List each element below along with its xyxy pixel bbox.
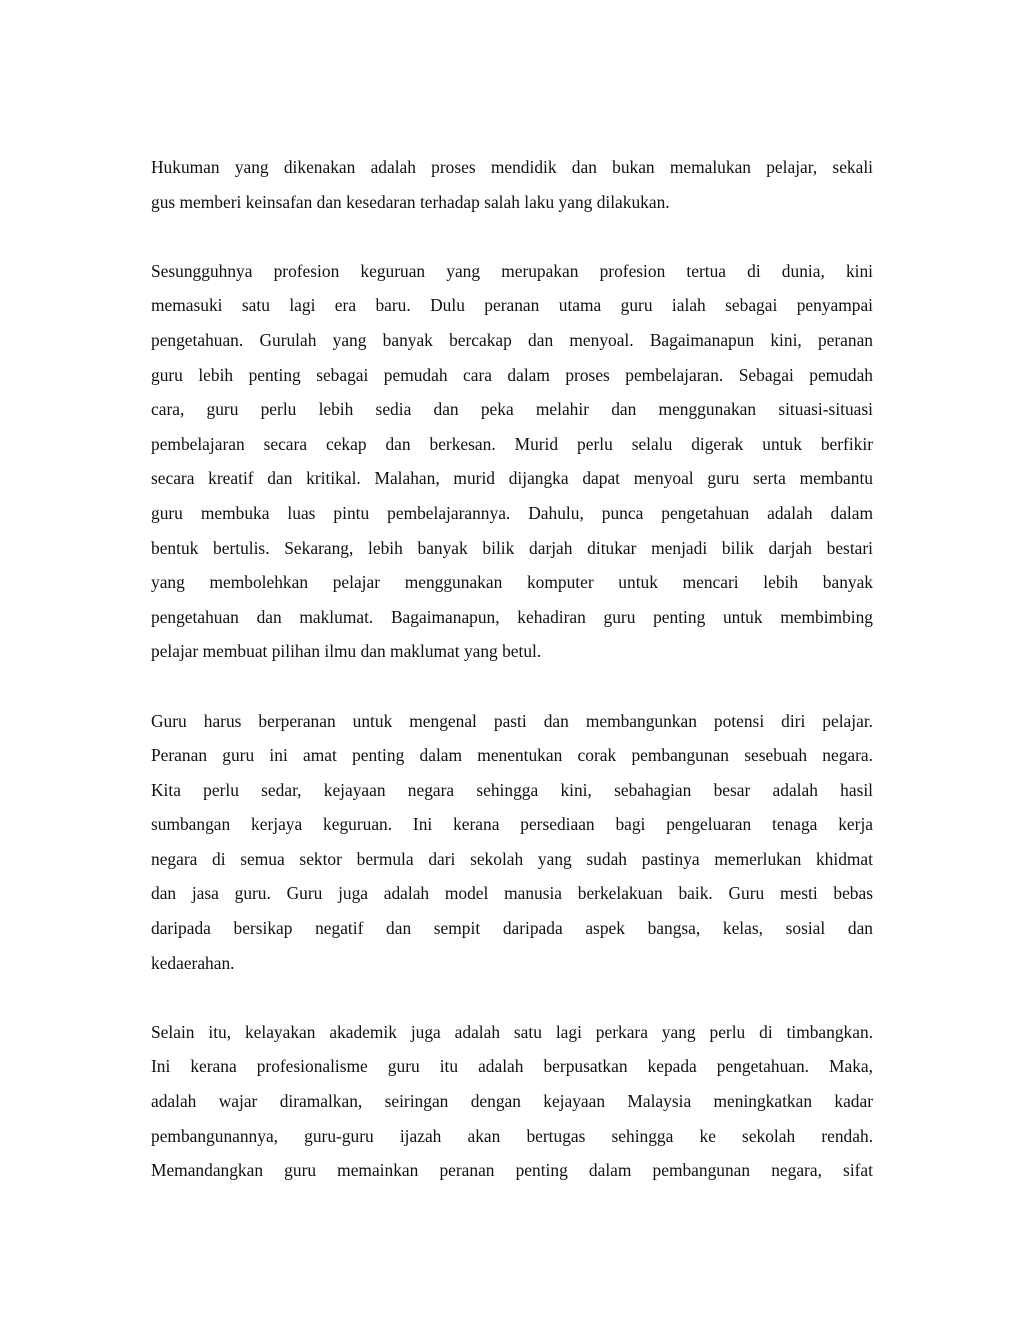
text-line: Selain itu, kelayakan akademik juga adalah satu lagi perkara yang perlu di timbangkan. [151,1021,873,1042]
text-line: yang membolehkan pelajar menggunakan komputer untuk mencari lebih banyak [151,572,873,593]
text-line: Peranan guru ini amat penting dalam menentukan corak pembangunan sesebuah negara. [151,745,873,766]
text-line: secara kreatif dan kritikal. Malahan, murid dijangka dapat menyoal guru serta membantu [151,468,873,489]
paragraph-2 [151,254,873,669]
text-line: pengetahuan. Gurulah yang banyak bercakap dan menyoal. Bagaimanapun kini, peranan [151,329,873,350]
text-line: daripada bersikap negatif dan sempit daripada aspek bangsa, kelas, sosial dan [151,918,873,939]
text-line: adalah wajar diramalkan, seiringan dengan kejayaan Malaysia meningkatkan kadar [151,1091,873,1112]
text-line: dan jasa guru. Guru juga adalah model manusia berkelakuan baik. Guru mesti bebas [151,883,873,904]
paragraph-3 [151,704,873,981]
text-line: kedaerahan. [151,952,235,973]
text-line: gus memberi keinsafan dan kesedaran terhadap salah laku yang dilakukan. [151,191,670,212]
text-line: Hukuman yang dikenakan adalah proses mendidik dan bukan memalukan pelajar, sekali [151,157,873,177]
text-line: pengetahuan dan maklumat. Bagaimanapun, kehadiran guru penting untuk membimbing [151,606,873,627]
document-body [151,150,873,1222]
text-line: Sesungguhnya profesion keguruan yang merupakan profesion tertua di dunia, kini [151,260,873,281]
text-line: Guru harus berperanan untuk mengenal pasti dan membangunkan potensi diri pelajar. [151,710,873,731]
text-line: guru membuka luas pintu pembelajarannya. Dahulu, punca pengetahuan adalah dalam [151,502,873,523]
paragraph-4 [151,1015,873,1188]
text-line: guru lebih penting sebagai pemudah cara dalam proses pembelajaran. Sebagai pemudah [151,364,873,385]
text-line: Ini kerana profesionalisme guru itu adalah berpusatkan kepada pengetahuan. Maka, [151,1056,873,1077]
text-line: Memandangkan guru memainkan peranan penting dalam pembangunan negara, sifat [151,1160,873,1181]
text-line: Kita perlu sedar, kejayaan negara sehingga kini, sebahagian besar adalah hasil [151,779,873,800]
text-line: pembelajaran secara cekap dan berkesan. Murid perlu selalu digerak untuk berfikir [151,433,873,454]
paragraph-1 [151,150,873,219]
text-line: bentuk bertulis. Sekarang, lebih banyak bilik darjah ditukar menjadi bilik darjah bestari [151,537,873,558]
text-line: pembangunannya, guru-guru ijazah akan bertugas sehingga ke sekolah rendah. [151,1125,873,1146]
text-line: pelajar membuat pilihan ilmu dan maklumat yang betul. [151,641,542,662]
text-line: negara di semua sektor bermula dari sekolah yang sudah pastinya memerlukan khidmat [151,848,873,869]
text-line: sumbangan kerjaya keguruan. Ini kerana persediaan bagi pengeluaran tenaga kerja [151,814,873,835]
text-line: memasuki satu lagi era baru. Dulu peranan utama guru ialah sebagai penyampai [151,295,873,316]
text-line: cara, guru perlu lebih sedia dan peka melahir dan menggunakan situasi-situasi [151,399,873,420]
